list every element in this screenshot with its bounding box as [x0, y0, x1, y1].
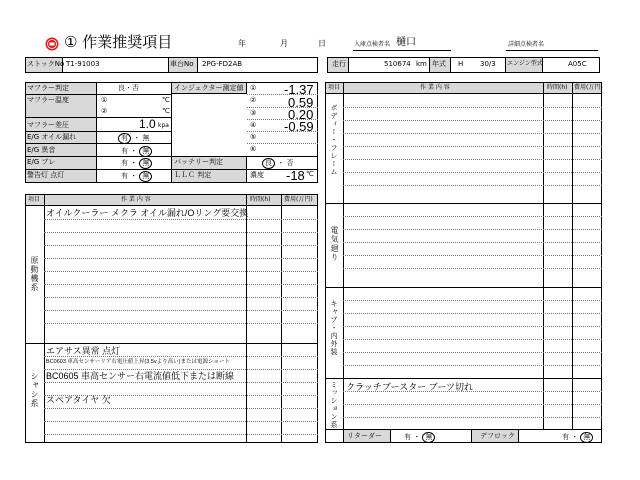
- oil-leak-options: 有 ・ 無: [118, 133, 149, 144]
- engine-row-1: オイルクーラー メクラ オイル漏れ/Oリング要交換: [46, 208, 249, 218]
- injector-n5: ⑤: [250, 133, 257, 141]
- muffler-judge-options: 良・否: [118, 84, 139, 92]
- date-year-label: 年: [238, 39, 246, 48]
- muffler-diff-label: マフラー差圧: [27, 121, 69, 129]
- temp-n1: ①: [101, 96, 108, 104]
- vibration-options: 有 ・ 無: [121, 158, 152, 169]
- page-title: ① 作業推奨項目: [64, 33, 173, 51]
- estimator-label: 詳細点検者名: [508, 41, 545, 48]
- year-value: 30/3: [480, 60, 496, 68]
- difflock-options: 有 ・ 無: [562, 432, 593, 443]
- mileage-label: 走行: [332, 60, 346, 68]
- right-col-cost: 費用(万円): [574, 84, 603, 91]
- muffler-diff-unit: kpa: [158, 122, 169, 129]
- chassis-row-2: BC0603 車高センサーリア右電圧値上昇(3.5vより高い)または電源ショート: [46, 359, 230, 365]
- inspector-label: 入庫点検者名: [354, 41, 391, 48]
- noise-options: 有 ・ 無: [121, 146, 152, 157]
- body-section-label: ボディー・フレーム: [330, 104, 338, 176]
- oil-leak-label: E/G オイル漏れ: [27, 133, 77, 141]
- inspector-value: 樋口: [396, 37, 416, 48]
- year-label: 年式: [432, 60, 446, 68]
- model-label: 車台No: [170, 60, 194, 68]
- retarder-label: リターダー: [347, 432, 382, 440]
- llc-unit: ℃: [306, 170, 314, 178]
- muffler-judge-label: マフラー判定: [27, 84, 69, 92]
- stock-label: ストックNo: [27, 60, 65, 68]
- battery-options: 良 ・ 否: [262, 158, 293, 169]
- left-col-work: 作 業 内 容: [121, 196, 151, 203]
- noise-label: E/G 異音: [27, 146, 56, 154]
- chassis-section-label: シャシ系: [30, 372, 39, 408]
- temp-unit-1: ℃: [162, 96, 170, 104]
- injector-label: インジェクター測定値: [174, 84, 244, 92]
- muffler-diff-value: 1.0: [139, 117, 156, 131]
- transmission-row-1: クラッチブースター ブーツ切れ: [346, 382, 473, 392]
- engine-label: エンジン型式: [507, 60, 543, 67]
- left-col-item: 項目: [28, 196, 41, 203]
- injector-n1: ①: [250, 84, 257, 92]
- llc-label: ＬＬＣ 判定: [174, 171, 212, 179]
- injector-value-2: 0.59: [288, 95, 314, 110]
- transmission-section-label: ミッション系: [330, 381, 338, 429]
- retarder-options: 有 ・ 無: [404, 432, 435, 443]
- injector-n6: ⑥: [250, 145, 257, 153]
- engine-section-label: 原動機系: [30, 256, 39, 292]
- mileage-value: 510674: [384, 60, 411, 68]
- mileage-unit: km: [416, 60, 427, 68]
- llc-conc-label: 濃度: [250, 171, 264, 179]
- muffler-temp-label: マフラー温度: [27, 96, 69, 104]
- left-col-cost: 費用(万円): [284, 196, 313, 203]
- electrical-section-label: 電気廻り: [330, 226, 339, 262]
- chassis-row-4: スペアタイヤ 欠: [46, 395, 111, 405]
- right-col-work: 作 業 内 容: [420, 84, 450, 91]
- temp-n2: ②: [101, 107, 108, 115]
- year-era: H: [458, 60, 464, 68]
- injector-value-3: 0.20: [288, 107, 314, 122]
- cab-section-label: キャブ・内外装: [330, 300, 338, 356]
- llc-value: -18: [286, 168, 305, 183]
- injector-n4: ④: [250, 121, 257, 129]
- stock-value: T1-91003: [66, 60, 100, 68]
- injector-n3: ③: [250, 109, 257, 117]
- injector-value-4: -0.59: [284, 119, 314, 134]
- injector-n2: ②: [250, 96, 257, 104]
- model-value: 2PG-FD2AB: [202, 60, 243, 68]
- injector-value-1: -1.37: [284, 82, 314, 97]
- chassis-row-3: BC0605 車高センサー右電流値低下または断線: [46, 371, 235, 381]
- info-right: [327, 57, 600, 73]
- engine-value: A05C: [568, 60, 587, 68]
- vibration-label: E/G ブレ: [27, 158, 56, 166]
- chassis-row-1: エアサス異常 点灯: [46, 346, 121, 356]
- date-day-label: 日: [318, 39, 326, 48]
- temp-unit-2: ℃: [162, 107, 170, 115]
- warning-label: 警告灯 点灯: [27, 171, 65, 179]
- right-col-time: 時間(h): [547, 84, 568, 91]
- date-month-label: 月: [280, 39, 288, 48]
- warning-options: 有 ・ 無: [121, 171, 152, 182]
- battery-label: バッテリー判定: [174, 158, 223, 166]
- left-col-time: 時間(h): [250, 196, 271, 203]
- right-col-item: 項目: [328, 84, 341, 91]
- company-seal-icon: [45, 37, 59, 51]
- difflock-label: デフロック: [480, 432, 515, 440]
